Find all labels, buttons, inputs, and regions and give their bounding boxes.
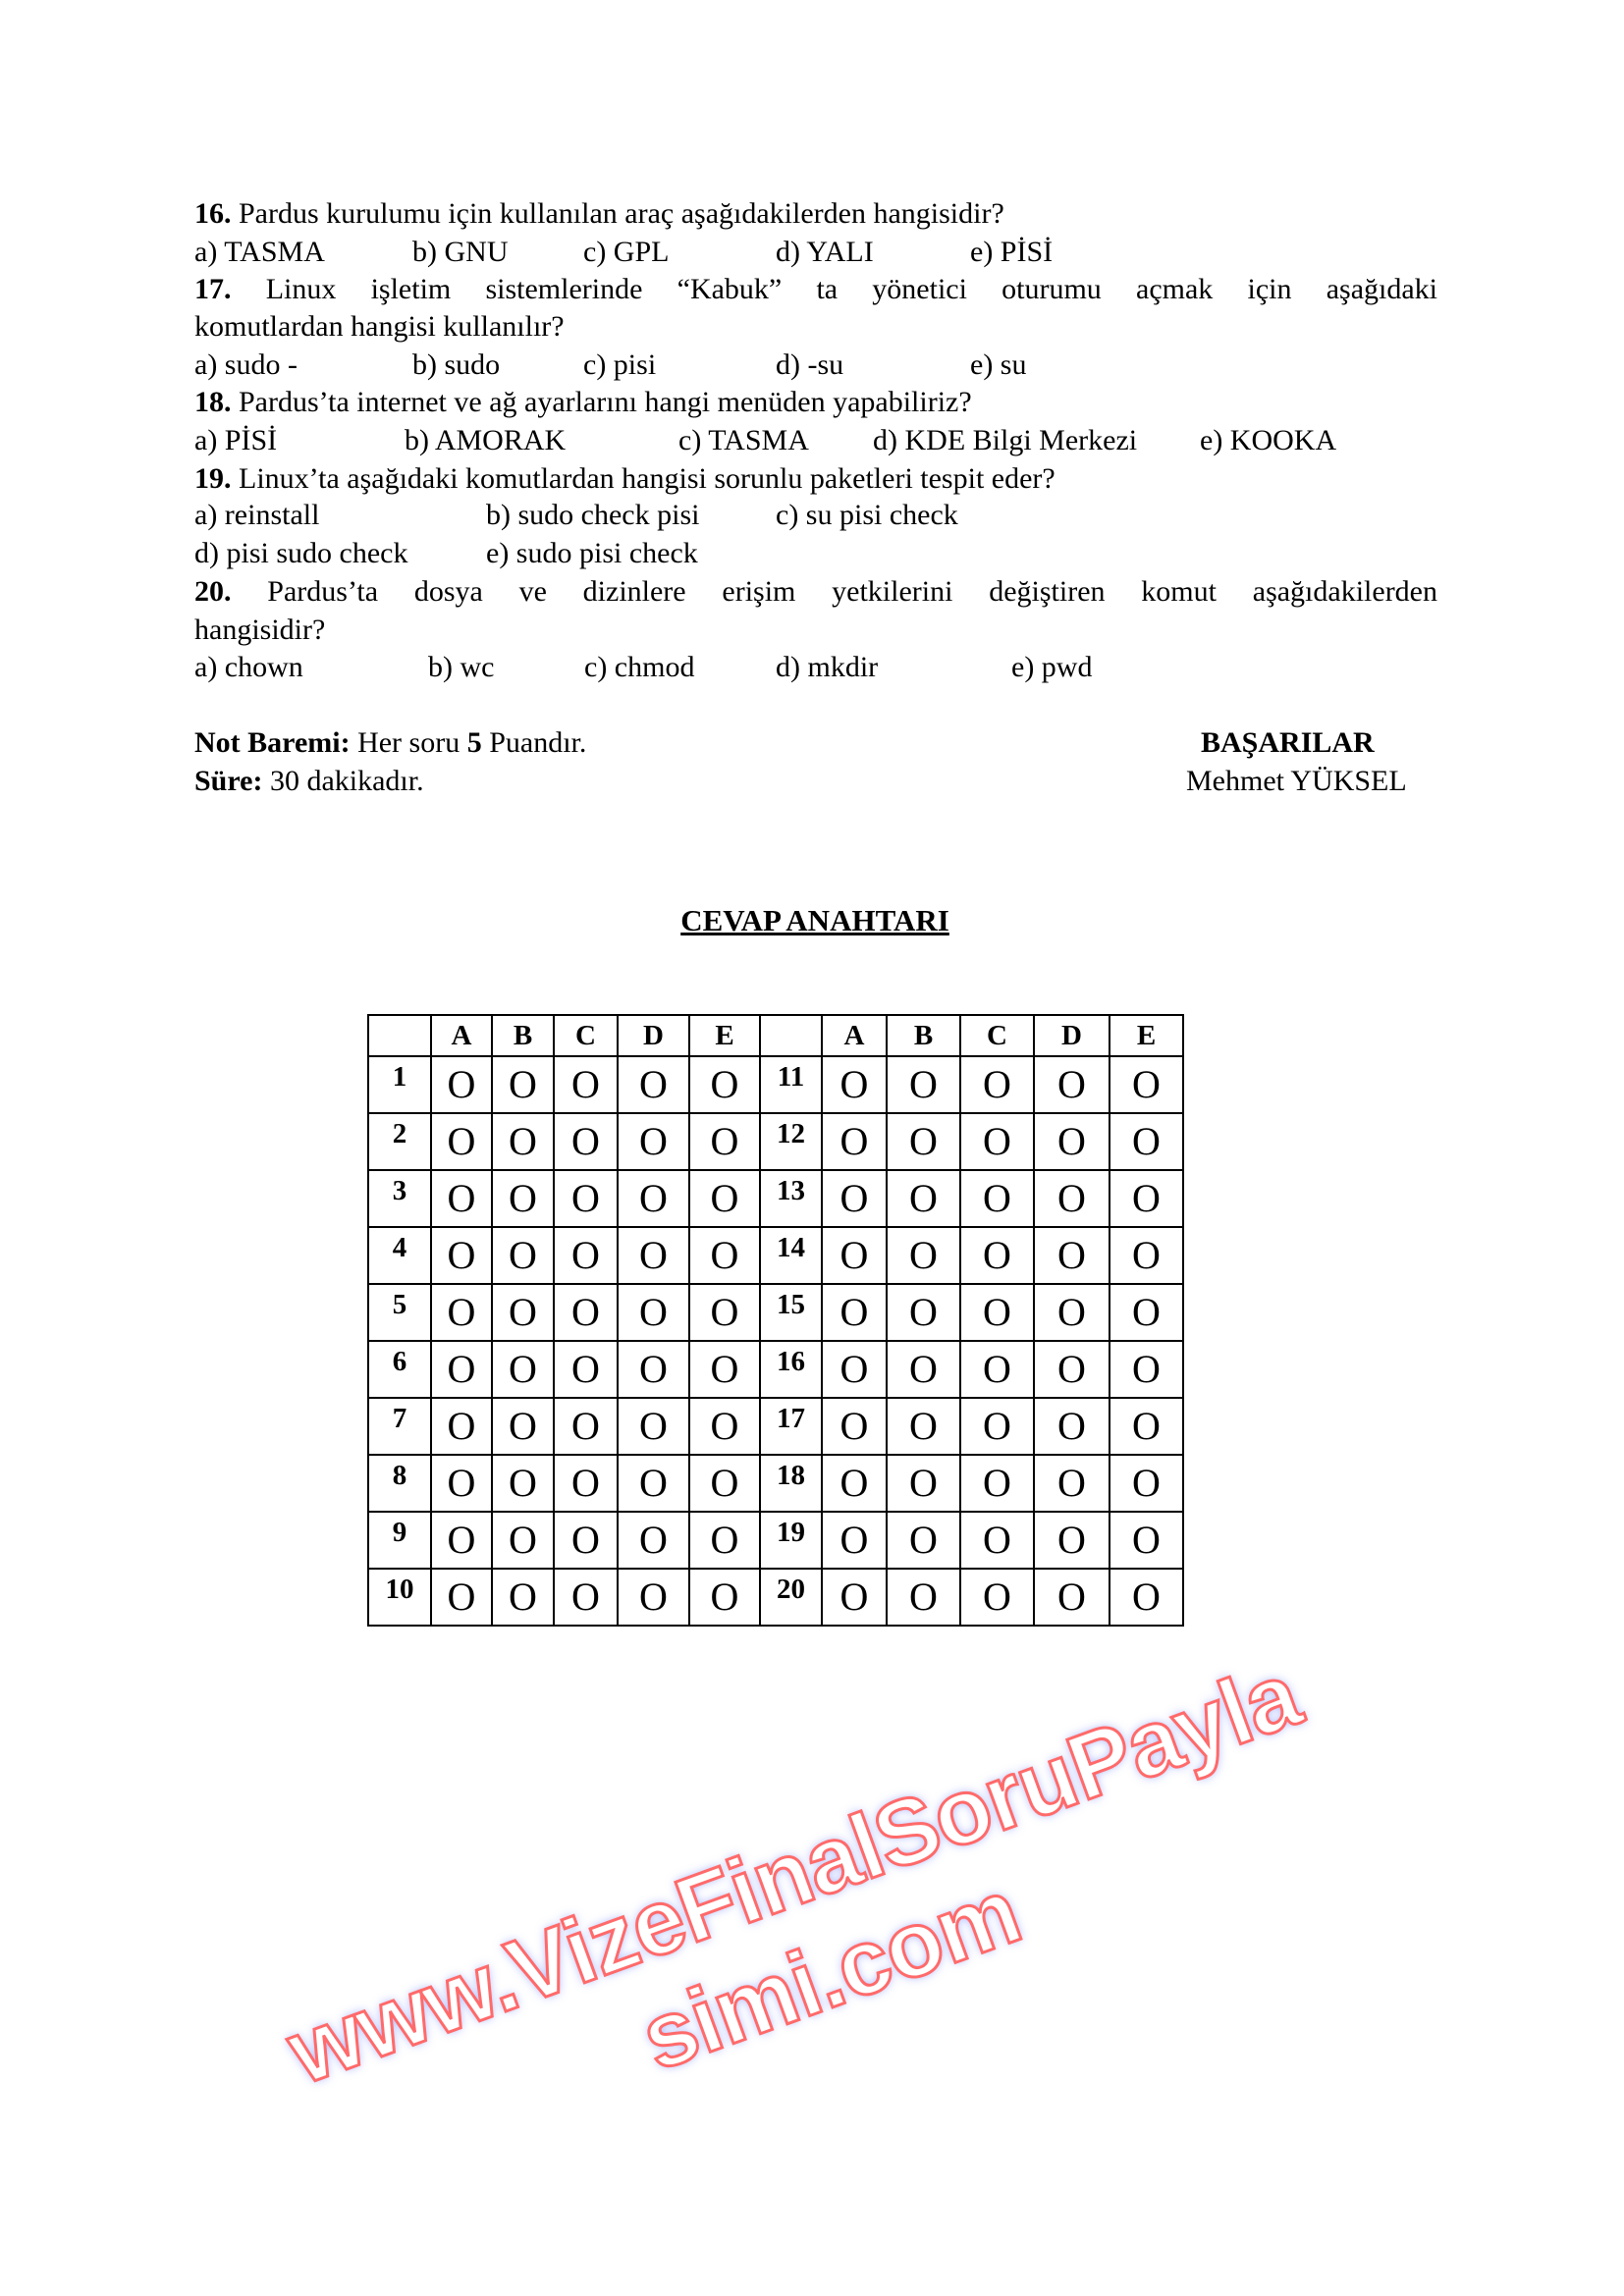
column-header-a: A	[822, 1015, 887, 1056]
grading-text: Her soru	[350, 726, 467, 759]
column-header-c: C	[554, 1015, 618, 1056]
answer-bubble-a: O	[431, 1170, 492, 1227]
answer-bubble-a: O	[822, 1341, 887, 1398]
option-a: a) TASMA	[194, 236, 325, 268]
answer-bubble-e: O	[689, 1113, 760, 1170]
question-text: Pardus’ta dosya ve dizinlere erişim yetkilerini değiştiren komut aşağıdakilerden	[231, 575, 1437, 608]
question-number: 14	[760, 1227, 822, 1284]
answer-bubble-d: O	[1034, 1056, 1110, 1113]
question-number: 18	[760, 1455, 822, 1512]
question-number: 11	[760, 1056, 822, 1113]
answer-bubble-d: O	[618, 1455, 689, 1512]
answer-bubble-d: O	[618, 1170, 689, 1227]
answer-bubble-b: O	[887, 1227, 960, 1284]
author-name: Mehmet YÜKSEL	[1186, 765, 1407, 797]
answer-bubble-e: O	[1110, 1512, 1183, 1569]
question-17	[194, 272, 1437, 307]
question-20-cont: hangisidir?	[194, 614, 326, 646]
option-c: c) GPL	[583, 236, 670, 268]
table-row	[368, 1569, 1183, 1626]
option-d: d) YALI	[776, 236, 874, 268]
question-number: 12	[760, 1113, 822, 1170]
answer-bubble-e: O	[1110, 1284, 1183, 1341]
answer-bubble-c: O	[960, 1170, 1034, 1227]
header-empty-cell	[368, 1015, 431, 1056]
question-text: Linux’ta aşağıdaki komutlardan hangisi sorunlu paketleri tespit eder?	[231, 462, 1056, 495]
option-b: b) wc	[428, 651, 495, 683]
table-row	[368, 1284, 1183, 1341]
answer-bubble-d: O	[618, 1113, 689, 1170]
option-c: c) TASMA	[678, 424, 809, 456]
question-number: 4	[368, 1227, 431, 1284]
column-header-b: B	[492, 1015, 554, 1056]
answer-bubble-d: O	[1034, 1113, 1110, 1170]
answer-bubble-b: O	[887, 1113, 960, 1170]
answer-bubble-c: O	[960, 1227, 1034, 1284]
table-row	[368, 1170, 1183, 1227]
question-17-cont: komutlardan hangisi kullanılır?	[194, 310, 565, 343]
answer-bubble-c: O	[554, 1512, 618, 1569]
wish-text: BAŞARILAR	[1201, 726, 1375, 759]
question-number: 9	[368, 1512, 431, 1569]
table-row	[368, 1398, 1183, 1455]
question-text: Pardus kurulumu için kullanılan araç aşağıdakilerden hangisidir?	[231, 197, 1004, 230]
answer-bubble-d: O	[618, 1056, 689, 1113]
time-note	[194, 764, 424, 799]
grading-note	[194, 725, 586, 761]
question-number: 18.	[194, 386, 232, 418]
answer-bubble-d: O	[618, 1284, 689, 1341]
answer-bubble-e: O	[1110, 1170, 1183, 1227]
answer-bubble-e: O	[689, 1227, 760, 1284]
answer-bubble-b: O	[492, 1227, 554, 1284]
question-number: 6	[368, 1341, 431, 1398]
question-number: 15	[760, 1284, 822, 1341]
answer-bubble-e: O	[1110, 1113, 1183, 1170]
answer-bubble-b: O	[887, 1341, 960, 1398]
option-d: d) pisi sudo check	[194, 537, 408, 569]
answer-bubble-b: O	[492, 1512, 554, 1569]
option-d: d) -su	[776, 348, 844, 381]
column-header-e: E	[689, 1015, 760, 1056]
answer-bubble-c: O	[960, 1398, 1034, 1455]
answer-bubble-b: O	[492, 1455, 554, 1512]
question-number: 17.	[194, 273, 232, 305]
answer-bubble-c: O	[554, 1227, 618, 1284]
time-label: Süre:	[194, 765, 263, 797]
column-header-b: B	[887, 1015, 960, 1056]
question-number: 3	[368, 1170, 431, 1227]
option-a: a) PİSİ	[194, 424, 278, 456]
answer-bubble-a: O	[431, 1512, 492, 1569]
answer-bubble-a: O	[431, 1113, 492, 1170]
table-row	[368, 1341, 1183, 1398]
answer-bubble-b: O	[492, 1284, 554, 1341]
table-row	[368, 1455, 1183, 1512]
answer-bubble-c: O	[960, 1455, 1034, 1512]
answer-bubble-d: O	[1034, 1512, 1110, 1569]
question-19	[194, 461, 1056, 497]
option-c: c) chmod	[584, 651, 695, 683]
question-text: Pardus’ta internet ve ağ ayarlarını hangi menüden yapabiliriz?	[231, 386, 972, 418]
answer-bubble-d: O	[618, 1227, 689, 1284]
answer-bubble-b: O	[492, 1569, 554, 1626]
answer-bubble-b: O	[492, 1341, 554, 1398]
option-e: e) KOOKA	[1200, 424, 1337, 456]
question-number: 19	[760, 1512, 822, 1569]
answer-bubble-c: O	[554, 1341, 618, 1398]
answer-key-title: CEVAP ANAHTARI	[680, 903, 949, 937]
question-number: 10	[368, 1569, 431, 1626]
answer-bubble-e: O	[689, 1569, 760, 1626]
question-number: 20	[760, 1569, 822, 1626]
question-18	[194, 385, 972, 420]
answer-bubble-a: O	[431, 1398, 492, 1455]
question-20	[194, 574, 1437, 610]
question-text: Linux işletim sistemlerinde “Kabuk” ta yönetici oturumu açmak için aşağıdaki	[231, 273, 1437, 305]
answer-bubble-d: O	[618, 1341, 689, 1398]
answer-bubble-d: O	[1034, 1284, 1110, 1341]
answer-bubble-c: O	[960, 1341, 1034, 1398]
grading-label: Not Baremi:	[194, 726, 351, 759]
option-c: c) su pisi check	[776, 499, 958, 531]
answer-bubble-b: O	[492, 1170, 554, 1227]
answer-bubble-a: O	[431, 1227, 492, 1284]
answer-bubble-a: O	[822, 1056, 887, 1113]
answer-bubble-b: O	[492, 1113, 554, 1170]
table-row	[368, 1227, 1183, 1284]
option-b: b) GNU	[412, 236, 509, 268]
question-number: 13	[760, 1170, 822, 1227]
answer-bubble-c: O	[960, 1284, 1034, 1341]
answer-bubble-d: O	[1034, 1455, 1110, 1512]
answer-bubble-d: O	[1034, 1341, 1110, 1398]
question-number: 8	[368, 1455, 431, 1512]
option-a: a) sudo -	[194, 348, 298, 381]
option-c: c) pisi	[583, 348, 657, 381]
table-row	[368, 1113, 1183, 1170]
answer-bubble-e: O	[1110, 1569, 1183, 1626]
column-header-c: C	[960, 1015, 1034, 1056]
option-e: e) pwd	[1011, 651, 1093, 683]
option-e: e) sudo pisi check	[486, 537, 698, 569]
answer-bubble-c: O	[554, 1113, 618, 1170]
option-e: e) su	[970, 348, 1027, 381]
question-number: 17	[760, 1398, 822, 1455]
answer-bubble-b: O	[887, 1170, 960, 1227]
answer-bubble-d: O	[1034, 1569, 1110, 1626]
option-b: b) AMORAK	[405, 424, 567, 456]
answer-bubble-d: O	[1034, 1170, 1110, 1227]
answer-bubble-b: O	[887, 1284, 960, 1341]
answer-bubble-e: O	[1110, 1227, 1183, 1284]
column-header-d: D	[618, 1015, 689, 1056]
answer-bubble-b: O	[492, 1398, 554, 1455]
option-d: d) mkdir	[776, 651, 879, 683]
question-number: 20.	[194, 575, 232, 608]
grading-points: 5	[466, 726, 482, 759]
answer-bubble-c: O	[554, 1398, 618, 1455]
answer-bubble-e: O	[1110, 1455, 1183, 1512]
answer-bubble-a: O	[822, 1455, 887, 1512]
answer-bubble-a: O	[431, 1341, 492, 1398]
time-text: 30 dakikadır.	[262, 765, 424, 797]
answer-bubble-e: O	[1110, 1056, 1183, 1113]
answer-bubble-b: O	[887, 1056, 960, 1113]
question-number: 5	[368, 1284, 431, 1341]
option-a: a) reinstall	[194, 499, 320, 531]
answer-bubble-a: O	[822, 1170, 887, 1227]
table-row	[368, 1056, 1183, 1113]
answer-bubble-a: O	[822, 1113, 887, 1170]
answer-bubble-a: O	[431, 1284, 492, 1341]
answer-bubble-c: O	[554, 1170, 618, 1227]
answer-bubble-c: O	[960, 1056, 1034, 1113]
answer-bubble-c: O	[554, 1455, 618, 1512]
answer-bubble-b: O	[887, 1398, 960, 1455]
answer-bubble-a: O	[822, 1512, 887, 1569]
option-b: b) sudo	[412, 348, 501, 381]
option-e: e) PİSİ	[970, 236, 1054, 268]
answer-bubble-d: O	[618, 1512, 689, 1569]
answer-bubble-b: O	[887, 1512, 960, 1569]
answer-bubble-e: O	[689, 1455, 760, 1512]
answer-bubble-a: O	[431, 1569, 492, 1626]
answer-bubble-a: O	[431, 1056, 492, 1113]
question-number: 19.	[194, 462, 232, 495]
answer-bubble-c: O	[960, 1569, 1034, 1626]
question-number: 2	[368, 1113, 431, 1170]
answer-bubble-c: O	[554, 1569, 618, 1626]
option-a: a) chown	[194, 651, 303, 683]
answer-bubble-a: O	[822, 1569, 887, 1626]
answer-bubble-b: O	[492, 1056, 554, 1113]
question-number: 16	[760, 1341, 822, 1398]
answer-bubble-a: O	[431, 1455, 492, 1512]
table-header-row	[368, 1015, 1183, 1056]
answer-bubble-e: O	[1110, 1341, 1183, 1398]
header-empty-cell	[760, 1015, 822, 1056]
answer-bubble-e: O	[689, 1398, 760, 1455]
answer-bubble-e: O	[689, 1284, 760, 1341]
column-header-e: E	[1110, 1015, 1183, 1056]
table-row	[368, 1512, 1183, 1569]
answer-bubble-e: O	[689, 1512, 760, 1569]
answer-bubble-a: O	[822, 1284, 887, 1341]
answer-bubble-c: O	[960, 1113, 1034, 1170]
question-number: 16.	[194, 197, 232, 230]
watermark: www.VizeFinalSoruPaylasimi.com	[275, 1641, 1312, 2104]
answer-bubble-d: O	[1034, 1227, 1110, 1284]
answer-bubble-e: O	[689, 1056, 760, 1113]
answer-bubble-e: O	[1110, 1398, 1183, 1455]
column-header-d: D	[1034, 1015, 1110, 1056]
answer-key-table	[367, 1014, 1184, 1627]
option-b: b) sudo check pisi	[486, 499, 700, 531]
answer-bubble-d: O	[618, 1398, 689, 1455]
question-16	[194, 196, 1004, 232]
answer-bubble-a: O	[822, 1227, 887, 1284]
answer-bubble-c: O	[554, 1056, 618, 1113]
answer-bubble-c: O	[554, 1284, 618, 1341]
answer-bubble-d: O	[1034, 1398, 1110, 1455]
answer-bubble-e: O	[689, 1341, 760, 1398]
answer-bubble-d: O	[618, 1569, 689, 1626]
column-header-a: A	[431, 1015, 492, 1056]
question-number: 1	[368, 1056, 431, 1113]
question-number: 7	[368, 1398, 431, 1455]
grading-text: Puandır.	[481, 726, 587, 759]
option-d: d) KDE Bilgi Merkezi	[873, 424, 1138, 456]
answer-bubble-c: O	[960, 1512, 1034, 1569]
answer-bubble-b: O	[887, 1455, 960, 1512]
answer-bubble-e: O	[689, 1170, 760, 1227]
answer-bubble-b: O	[887, 1569, 960, 1626]
answer-bubble-a: O	[822, 1398, 887, 1455]
